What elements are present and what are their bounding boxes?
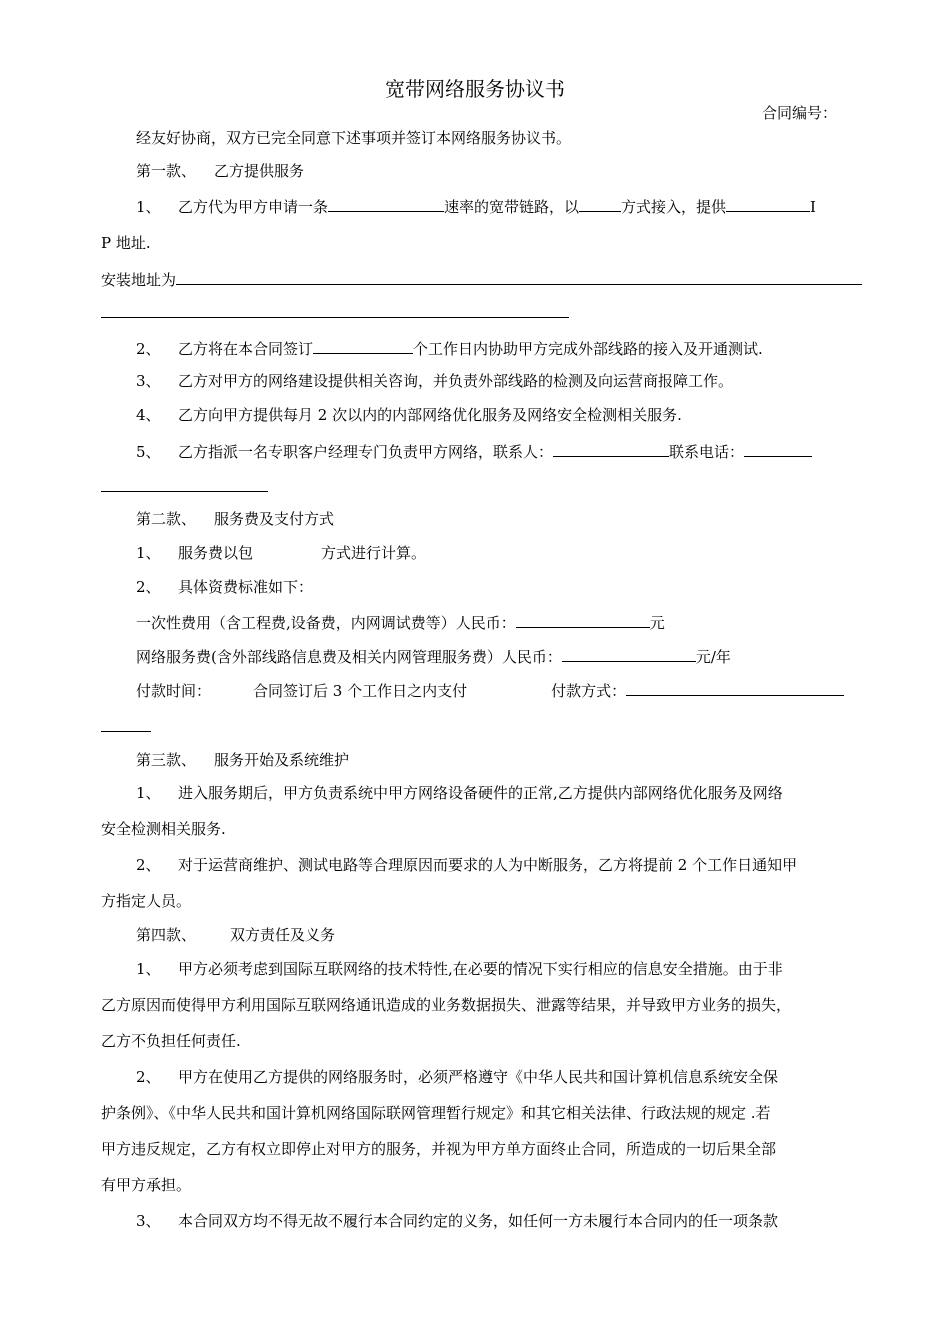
payment-line [136,679,844,701]
item-text: 对于运营商维护、测试电路等合理原因而要求的人为中断服务，乙方将提前 2 个工作日通知甲 [178,856,798,874]
section1-item2 [136,337,763,359]
section3-item1 [136,783,783,803]
payment-method-blank-cont[interactable] [101,731,151,732]
item-text: 乙方代为甲方申请一条 [178,198,329,216]
section3-item2-cont: 方指定人员。 [101,892,192,910]
item-number: 4、 [136,406,161,424]
item-number: 2、 [136,1068,161,1086]
item-text: 方式接入，提供 [621,198,727,216]
section2-title: 服务费及支付方式 [214,510,335,528]
item-text: 乙方向甲方提供每月 2 次以内的内部网络优化服务及网络安全检测相关服务. [178,406,682,424]
fee-label: 一次性费用（含工程费,设备费，内网调试费等）人民币： [136,614,516,632]
item-text: 服务费以包 [178,544,254,562]
section4-title: 双方责任及义务 [230,926,336,944]
fee-unit: 元 [649,614,665,632]
section4-item2-cont: 有甲方承担。 [101,1176,192,1194]
section3-item2 [136,855,797,875]
item-text: 甲方必须考虑到国际互联网络的技术特性,在必要的情况下实行相应的信息安全措施。由于非 [178,960,783,978]
contact-phone-blank-cont[interactable] [101,491,268,492]
item-number: 3、 [136,1212,161,1230]
item-text: 方式进行计算。 [321,544,427,562]
section4-heading [136,925,335,945]
section2-item1 [136,543,426,563]
section2-item2 [136,577,313,597]
service-fee-blank[interactable] [562,645,696,662]
payment-time-label: 付款时间： [136,682,212,700]
section1-title: 乙方提供服务 [214,162,305,180]
item-text: 本合同双方均不得无故不履行本合同约定的义务，如任何一方未履行本合同内的任一项条款 [178,1212,779,1230]
intro-paragraph: 经友好协商，双方已完全同意下述事项并签订本网络服务协议书。 [136,129,572,147]
contract-number-label: 合同编号： [762,104,838,122]
one-time-fee-blank[interactable] [516,611,650,628]
section4-item1-cont: 乙方不负担任何责任. [101,1032,241,1050]
item-number: 1、 [136,784,161,802]
section1-item1-cont: P 地址. [101,234,151,252]
section3-item1-cont: 安全检测相关服务. [101,820,226,838]
document-title: 宽带网络服务协议书 [385,77,565,101]
section3-title: 服务开始及系统维护 [214,751,350,769]
item-number: 2、 [136,578,161,596]
item-text: 乙方指派一名专职客户经理专门负责甲方网络，联系人： [178,443,554,461]
item-text: 联系电话： [669,443,745,461]
bandwidth-blank[interactable] [328,195,444,212]
item-number: 1、 [136,544,161,562]
item-text: 具体资费标准如下： [178,578,314,596]
install-address-line [101,268,862,290]
section4-item2-cont: 护条例》、《中华人民共和国计算机网络国际联网管理暂行规定》和其它相关法律、行政法规的规定 .若 [101,1104,771,1122]
item-text: 乙方对甲方的网络建设提供相关咨询，并负责外部线路的检测及向运营商报障工作。 [178,372,734,390]
section1-item1 [136,195,816,217]
workdays-blank[interactable] [313,337,413,354]
section4-number: 第四款、 [136,926,197,944]
section1-heading [136,161,304,181]
item-number: 1、 [136,198,161,216]
item-number: 2、 [136,340,161,358]
section4-item1-cont: 乙方原因而使得甲方利用国际互联网络通讯造成的业务数据损失、泄露等结果，并导致甲方业务的损失， [101,996,792,1014]
section3-heading [136,750,349,770]
install-address-label: 安装地址为 [101,271,177,289]
item-text: 进入服务期后，甲方负责系统中甲方网络设备硬件的正常,乙方提供内部网络优化服务及网络 [178,784,783,802]
access-method-blank[interactable] [579,195,621,212]
item-text: 个工作日内协助甲方完成外部线路的接入及开通测试. [413,340,763,358]
item-text: 乙方将在本合同签订 [178,340,314,358]
install-address-blank[interactable] [176,268,862,285]
section4-item3 [136,1211,778,1231]
fee-unit: 元/年 [695,648,731,666]
section1-item5 [136,440,812,462]
fee-network-service [136,645,731,667]
item-number: 3、 [136,372,161,390]
fee-label: 网络服务费(含外部线路信息费及相关内网管理服务费）人民币： [136,648,562,666]
payment-method-blank[interactable] [626,679,844,696]
contact-person-blank[interactable] [553,440,669,457]
item-number: 5、 [136,443,161,461]
ip-count-blank[interactable] [726,195,810,212]
item-number: 1、 [136,960,161,978]
section2-heading [136,509,334,529]
fee-one-time [136,611,665,633]
payment-time-value: 合同签订后 3 个工作日之内支付 [253,682,468,700]
section3-number: 第三款、 [136,751,197,769]
payment-method-label: 付款方式： [551,682,627,700]
section1-item4 [136,405,682,425]
section4-item2-cont: 甲方违反规定，乙方有权立即停止对甲方的服务，并视为甲方单方面终止合同，所造成的一切后果全部 [101,1140,777,1158]
section1-number: 第一款、 [136,162,197,180]
item-text: I [810,198,816,216]
item-text: 速率的宽带链路，以 [444,198,580,216]
item-number: 2、 [136,856,161,874]
section4-item2 [136,1067,778,1087]
section4-item1 [136,959,783,979]
section1-item3 [136,371,733,391]
item-text: 甲方在使用乙方提供的网络服务时，必须严格遵守《中华人民共和国计算机信息系统安全保 [178,1068,779,1086]
install-address-blank-cont[interactable] [101,317,569,318]
section2-number: 第二款、 [136,510,197,528]
contact-phone-blank[interactable] [744,440,812,457]
